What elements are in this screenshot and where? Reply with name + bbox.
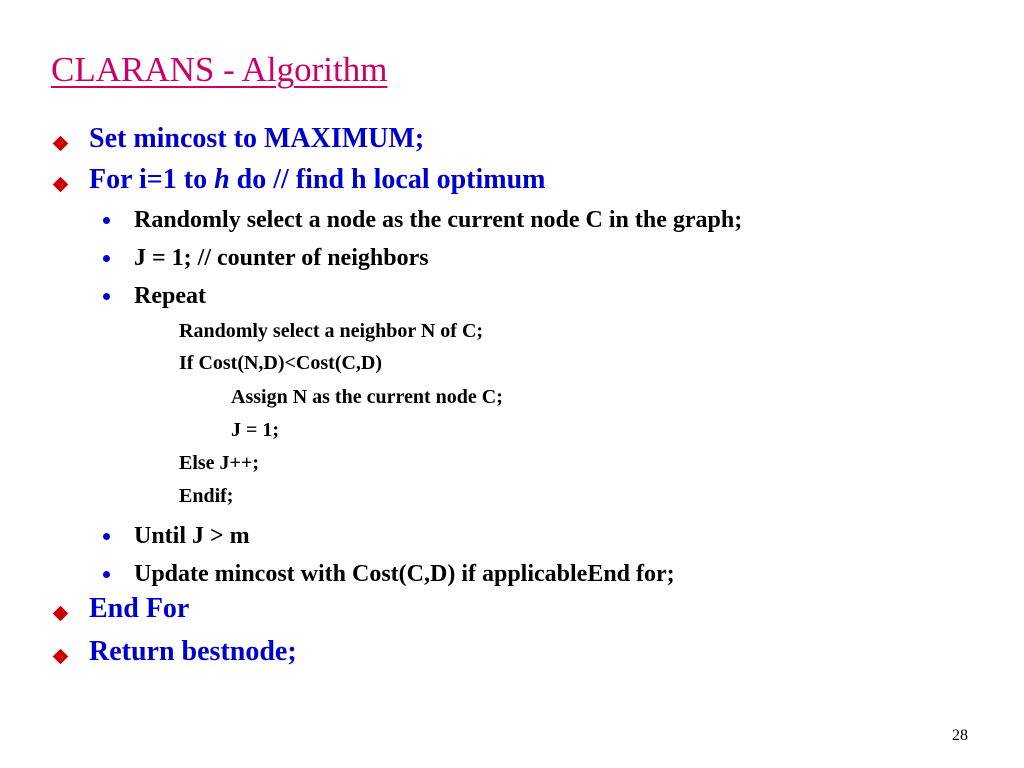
round-bullet-icon [103,533,110,540]
algorithm-line-reset-counter: J = 1; [231,419,280,441]
algorithm-line-until: Until J > m [134,523,250,549]
algorithm-line-set-mincost: Set mincost to MAXIMUM; [89,123,425,154]
diamond-bullet-icon [53,606,69,622]
round-bullet-icon [103,255,110,262]
algorithm-line-for-loop [89,166,546,194]
diamond-bullet-icon [53,136,69,152]
diamond-bullet-icon [53,649,69,665]
algorithm-line-end-for: End For [89,593,190,624]
for-loop-prefix: For i=1 to [89,164,215,195]
algorithm-line-update-mincost: Update mincost with Cost(C,D) if applicableEnd for; [134,561,675,587]
algorithm-line-repeat: Repeat [134,283,206,309]
round-bullet-icon [103,217,110,224]
algorithm-line-if-cost: If Cost(N,D)<Cost(C,D) [179,352,383,374]
slide-title: CLARANS - Algorithm [51,50,388,89]
algorithm-line-random-select-node: Randomly select a node as the current node C in the graph; [134,207,743,233]
for-loop-suffix: do // find h local optimum [229,164,546,195]
algorithm-line-endif: Endif; [179,485,234,507]
round-bullet-icon [103,293,110,300]
algorithm-line-return: Return bestnode; [89,636,297,667]
algorithm-line-assign-node: Assign N as the current node C; [231,386,503,408]
for-loop-variable: h [214,164,230,195]
algorithm-line-random-select-neighbor: Randomly select a neighbor N of C; [179,320,484,342]
page-number: 28 [952,727,968,744]
algorithm-line-init-counter: J = 1; // counter of neighbors [134,245,429,271]
diamond-bullet-icon [53,177,69,193]
algorithm-line-else: Else J++; [179,452,260,474]
round-bullet-icon [103,571,110,578]
